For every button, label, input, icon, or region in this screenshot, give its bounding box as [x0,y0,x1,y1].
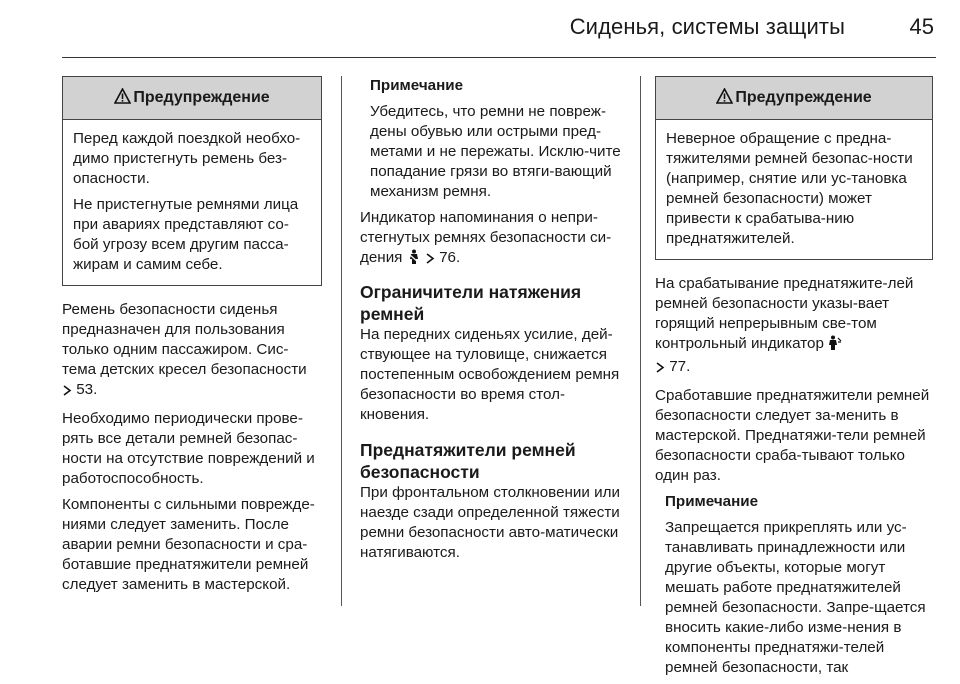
warning-box-right [655,76,933,260]
header-divider [62,57,936,58]
page-reference-icon [655,360,665,380]
paragraph-text: Индикатор напоминания о непри-стегнутых ремнях безопасности си-дения [360,209,612,266]
warning-body-right [656,120,932,259]
warning-body-left [63,120,321,285]
seatbelt-pretensioner-icon [828,335,842,357]
warning-triangle-icon [716,79,733,121]
page-reference[interactable]: 77. [669,358,691,375]
warning-header-left [63,77,321,120]
body-paragraph [62,300,322,403]
page-reference[interactable]: 53. [76,381,98,398]
body-paragraph [360,208,624,271]
body-paragraph: Компоненты с сильными поврежде-ниями следует заменить. После аварии ремни безопасности и сра-ботавшие преднатяжители ремней следует заменить в мастерской. [62,496,315,593]
page-title: Сиденья, системы защиты [569,14,845,39]
seatbelt-reminder-icon [407,249,421,271]
section-heading: Преднатяжители ремней безопасности [360,440,576,482]
warning-paragraph: Не пристегнутые ремнями лица при авариях представляют со-бой угрозу всем другим пасса-жирам и самим себе. [73,196,299,273]
body-paragraph: При фронтальном столкновении или наезде сзади определенной тяжести ремни безопасности авто-матически натягиваются. [360,484,620,561]
paragraph-text: На срабатывание преднатяжите-лей ремней безопасности указы-вает горящий непрерывным све-том контрольный индикатор [655,275,914,352]
paragraph-text: Ремень безопасности сиденья предназначен для пользования только одним пассажиром. Сис-тема детских кресел безопасности [62,301,307,378]
middle-column [360,76,624,569]
warning-header-right [656,77,932,120]
note-text: Убедитесь, что ремни не повреж-дены обувью или острыми пред-метами и не пережаты. Исклю-чите попадание грязи во втяги-вающий механизм ремня. [370,103,621,200]
right-column [655,76,933,684]
body-paragraph: Необходимо периодически прове-рять все детали ремней безопас-ности на отсутствие повреждений и работоспособность. [62,410,315,487]
column-divider-1 [341,76,342,606]
warning-paragraph: Неверное обращение с предна-тяжителями ремней безопас-ности (например, снятие или ус-тановка ремней безопасности) может привести к срабатыва-нию преднатяжителей. [666,130,913,247]
warning-paragraph: Перед каждой поездкой необхо-димо пристегнуть ремень без-опасности. [73,130,301,187]
page-reference-icon [62,383,72,403]
warning-triangle-icon [114,79,131,121]
page-number: 45 [909,14,934,39]
warning-title-right: Предупреждение [735,89,872,106]
page-reference[interactable]: 76. [439,249,461,266]
body-paragraph [655,274,933,380]
body-paragraph: Сработавшие преднатяжители ремней безопасности следует за-менить в мастерской. Преднатяжи-тели ремней безопасности сраба-тывают только один раз. [655,387,930,484]
body-paragraph: На передних сиденьях усилие, дей-ствующее на туловище, снижается постепенным освобождением ремня безопасности во время стол-кновения. [360,326,620,423]
note-text: Запрещается прикреплять или ус-танавливать принадлежности или другие объекты, которые могут мешать работе преднатяжителей ремней безопасности. Запре-щается вносить какие-либо изме-нения в компоненты преднатяжи-телей ремней безопасности, так [665,519,926,676]
column-divider-2 [640,76,641,606]
note-title: Примечание [370,77,464,94]
section-heading: Ограничители натяжения ремней [360,282,582,324]
warning-box-left [62,76,322,286]
note-title: Примечание [665,493,759,510]
page-reference-icon [425,251,435,271]
warning-title-left: Предупреждение [133,89,270,106]
left-column [62,76,322,601]
